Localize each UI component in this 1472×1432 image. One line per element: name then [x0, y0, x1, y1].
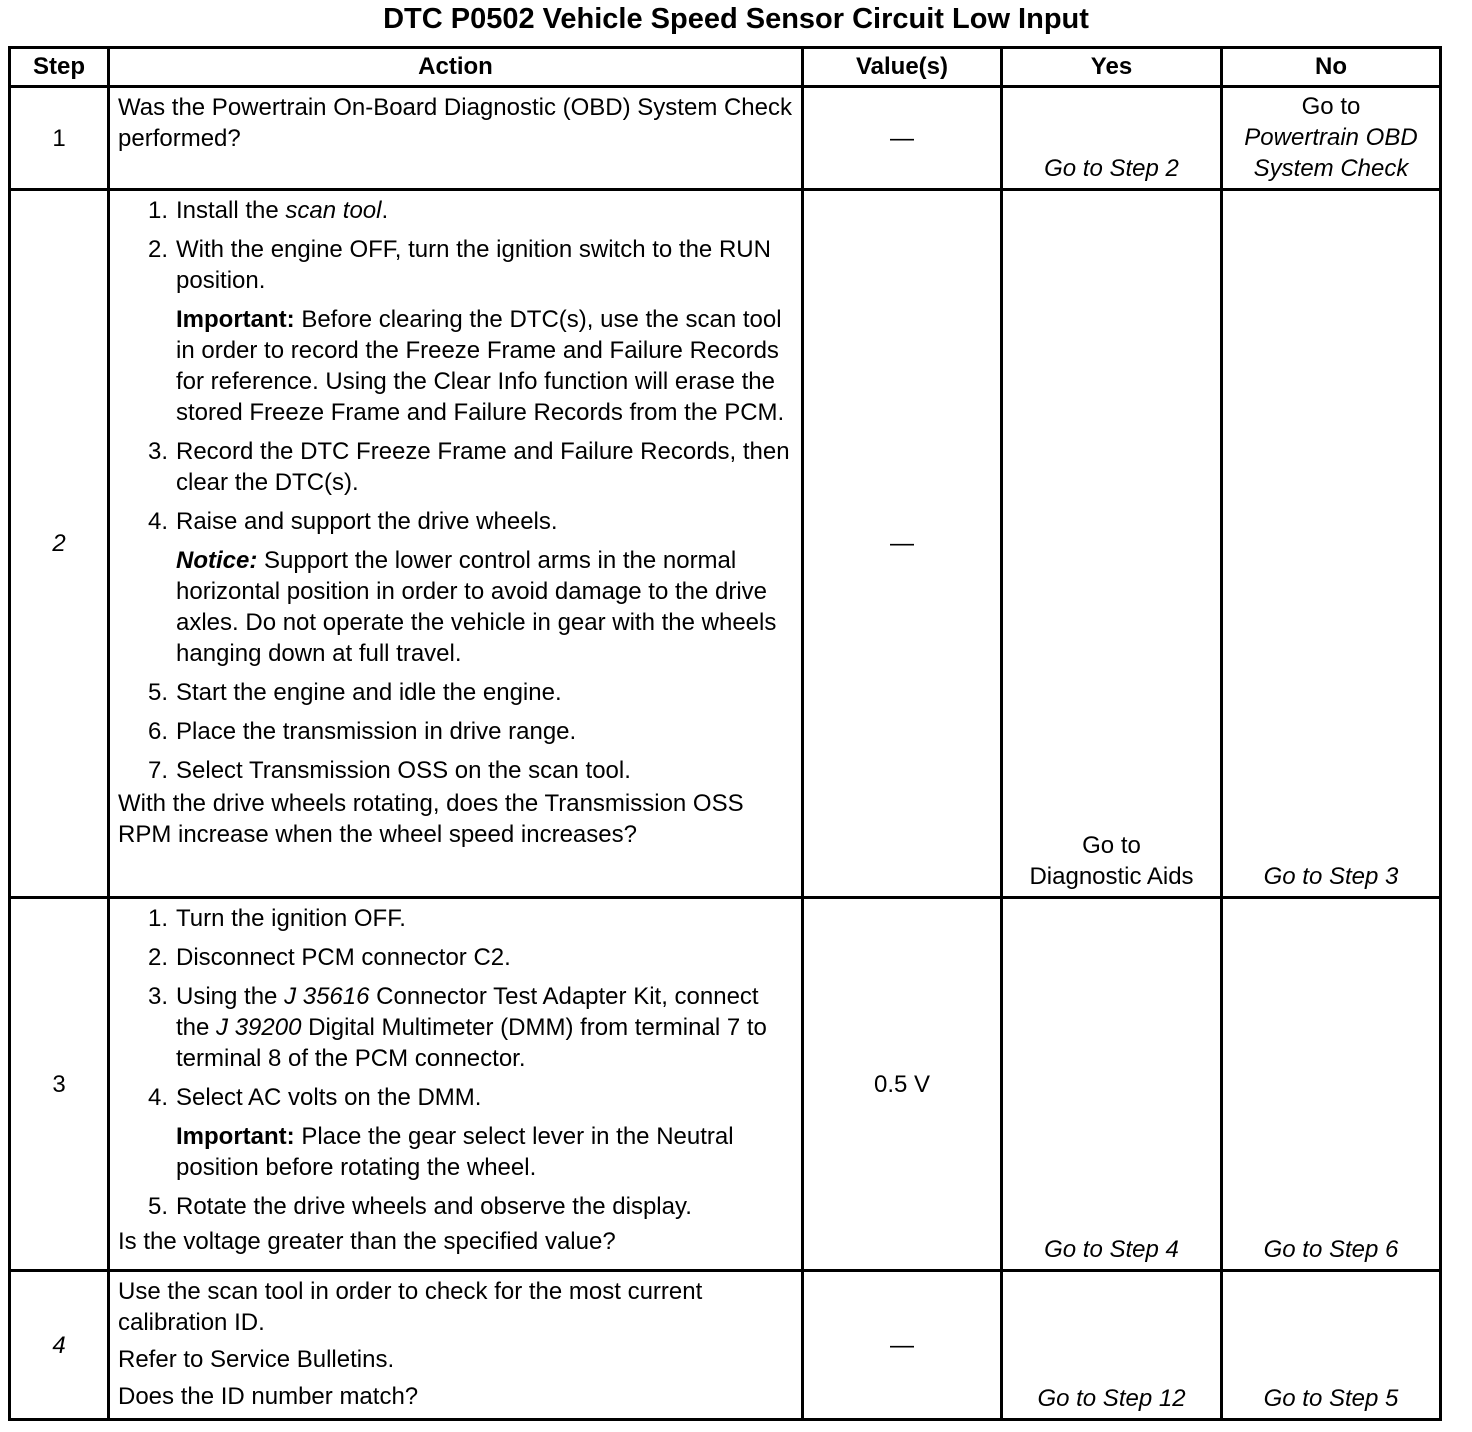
list-item: 1. Turn the ignition OFF. [147, 905, 406, 932]
table-row [10, 898, 1441, 1271]
value-cell: — [803, 190, 1002, 898]
value-cell: 0.5 V [803, 898, 1002, 1271]
action-question: Is the voltage greater than the specified value? [118, 1228, 616, 1255]
table-row [10, 1271, 1441, 1420]
list-item: 6. Place the transmission in drive range. [147, 718, 577, 745]
page-title: DTC P0502 Vehicle Speed Sensor Circuit Low Input [383, 3, 1089, 35]
value-cell: — [803, 87, 1002, 190]
list-item: 7. Select Transmission OSS on the scan tool. [147, 757, 631, 784]
action-cell [109, 87, 803, 190]
list-item: 2. Disconnect PCM connector C2. [147, 944, 511, 971]
step-number: 3 [10, 898, 109, 1271]
list-item: 3. Record the DTC Freeze Frame and Failure Records, then clear the DTC(s). [147, 438, 790, 496]
no-link-powertrain-obd[interactable]: Powertrain OBD System Check [1244, 124, 1418, 182]
no-cell [1222, 87, 1441, 190]
header-step: Step [10, 48, 109, 87]
important-note: Important: Before clearing the DTC(s), use the scan tool in order to record the Freeze Frame and Failure Records for reference. Using the Clear Info function will erase the stored Freeze Frame and Failure Records from the PCM. [176, 306, 785, 426]
action-paragraph: Refer to Service Bulletins. [118, 1346, 395, 1373]
header-action: Action [109, 48, 803, 87]
yes-link-step-2[interactable]: Go to Step 2 [1002, 87, 1222, 190]
action-cell [109, 190, 803, 898]
yes-link-diagnostic-aids[interactable]: Diagnostic Aids [1029, 863, 1194, 890]
action-question: Was the Powertrain On-Board Diagnostic (OBD) System Check performed? [118, 94, 793, 152]
header-yes: Yes [1002, 48, 1222, 87]
no-link-step-6[interactable]: Go to Step 6 [1222, 898, 1441, 1271]
list-item: 3. Using the J 35616 Connector Test Adapter Kit, connect the J 39200 Digital Multimeter (DMM) from terminal 7 to terminal 8 of the PCM connector. [147, 983, 767, 1072]
list-item: 2. With the engine OFF, turn the ignition switch to the RUN position. [147, 236, 771, 294]
important-note: Important: Place the gear select lever in the Neutral position before rotating the wheel. [176, 1123, 734, 1181]
tool-j35616: J 35616 [284, 983, 370, 1010]
no-link-step-5[interactable]: Go to Step 5 [1222, 1271, 1441, 1420]
action-paragraph: Use the scan tool in order to check for the most current calibration ID. [118, 1278, 703, 1336]
no-link-step-3[interactable]: Go to Step 3 [1222, 190, 1441, 898]
step-number: 4 [10, 1271, 109, 1420]
scan-tool-term: scan tool [285, 197, 382, 224]
list-item: 4. Raise and support the drive wheels. [147, 508, 558, 535]
list-item: 5. Start the engine and idle the engine. [147, 679, 562, 706]
action-cell [109, 1271, 803, 1420]
step-number: 2 [10, 190, 109, 898]
action-steps [118, 195, 793, 296]
header-no: No [1222, 48, 1441, 87]
diagnostic-table [8, 46, 1442, 1421]
no-prefix: Go to [1301, 93, 1361, 120]
list-item: 5. Rotate the drive wheels and observe the display. [147, 1193, 692, 1220]
list-item: 1. Install the scan tool. [147, 197, 389, 224]
table-header-row [10, 48, 1441, 87]
action-cell [109, 898, 803, 1271]
yes-link-step-4[interactable]: Go to Step 4 [1002, 898, 1222, 1271]
list-item: 4. Select AC volts on the DMM. [147, 1084, 482, 1111]
yes-cell: Go to Diagnostic Aids [1002, 190, 1222, 898]
step-number: 1 [10, 87, 109, 190]
yes-link-step-12[interactable]: Go to Step 12 [1002, 1271, 1222, 1420]
tool-j39200: J 39200 [216, 1014, 302, 1041]
value-cell: — [803, 1271, 1002, 1420]
table-row [10, 87, 1441, 190]
action-question: With the drive wheels rotating, does the Transmission OSS RPM increase when the wheel speed increases? [118, 790, 744, 848]
header-values: Value(s) [803, 48, 1002, 87]
notice-note: Notice: Support the lower control arms in the normal horizontal position in order to avoid damage to the drive axles. Do not operate the vehicle in gear with the wheels hanging down at full travel. [176, 547, 777, 667]
action-question: Does the ID number match? [118, 1383, 419, 1410]
table-row [10, 190, 1441, 898]
